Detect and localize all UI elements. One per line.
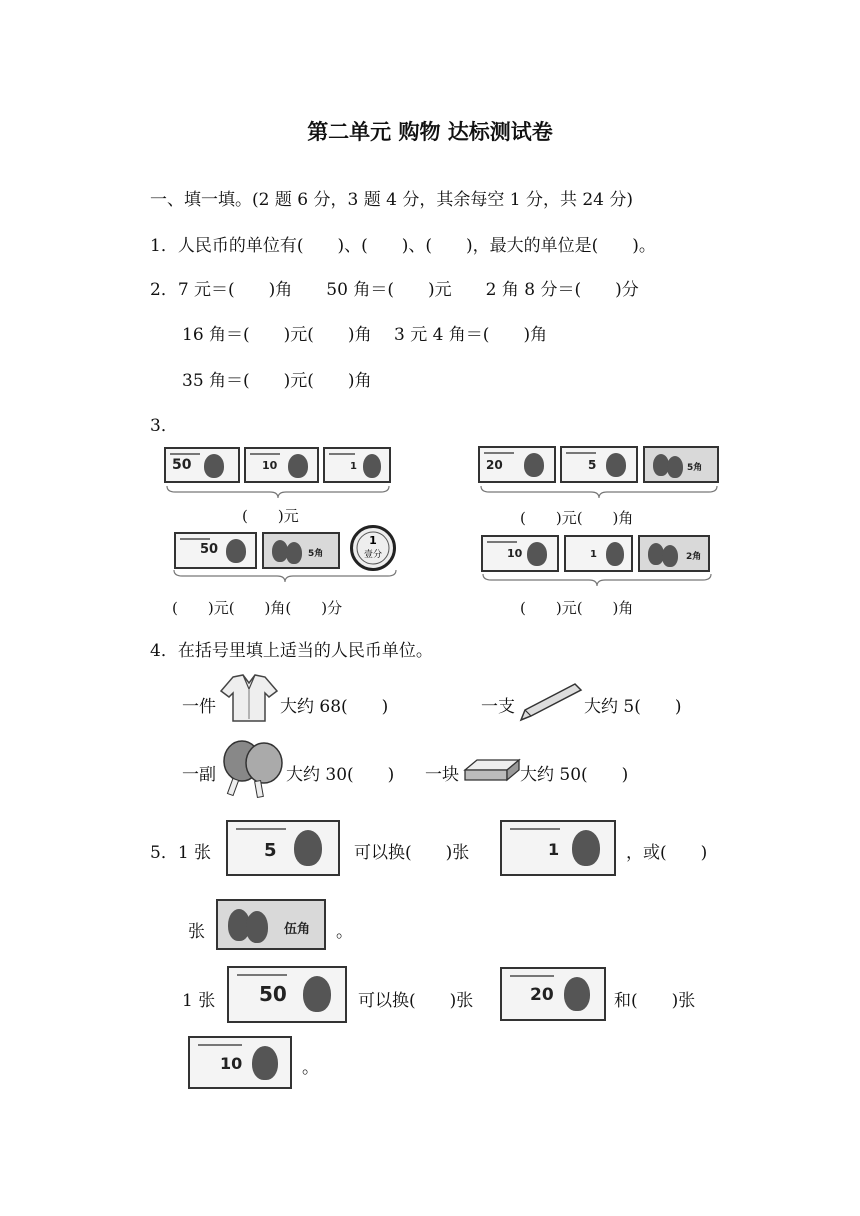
q4-item-1-suffix: 大约 68( ) (280, 697, 389, 717)
banknote-10-yuan: 10 (188, 1036, 292, 1089)
answer-group-a: ( )元 (242, 507, 299, 525)
q5-a-mid: 可以换( )张 (354, 843, 470, 863)
q4-item-3-suffix: 大约 30( ) (286, 765, 395, 785)
banknote-20-yuan: 20 (500, 967, 606, 1021)
banknote-10-yuan: 10 (481, 535, 559, 572)
pencil-icon (519, 682, 583, 722)
q4-item-3-prefix: 一副 (182, 765, 216, 785)
brace-group-c (172, 568, 398, 584)
banknote-5-jiao: 伍角 (216, 899, 326, 950)
answer-group-d: ( )元( )角 (520, 599, 634, 617)
banknote-5-jiao: 5角 (643, 446, 719, 483)
ping-pong-paddles-icon (220, 737, 286, 799)
answer-group-b: ( )元( )角 (520, 509, 634, 527)
question-4-heading: 4．在括号里填上适当的人民币单位。 (150, 641, 433, 661)
q5-b-and: 和( )张 (614, 991, 696, 1011)
banknote-2-jiao: 2角 (638, 535, 710, 572)
brace-group-a (165, 484, 391, 500)
q4-item-4-suffix: 大约 50( ) (520, 765, 629, 785)
shirt-icon (219, 673, 279, 725)
banknote-5-yuan: 5 (560, 446, 638, 483)
banknote-1-yuan: 1 (323, 447, 391, 483)
banknote-5-jiao: 5角 (262, 532, 340, 569)
banknote-1-yuan: 1 (500, 820, 616, 876)
q4-item-1-prefix: 一件 (182, 697, 216, 717)
svg-text:1: 1 (369, 534, 377, 547)
brace-group-d (481, 572, 713, 588)
question-2-line-1: 2．7 元＝( )角 50 角＝( )元 2 角 8 分＝( )分 (150, 280, 639, 300)
q5-b-end: 。 (302, 1058, 319, 1078)
svg-text:壹分: 壹分 (363, 550, 383, 560)
banknote-50-yuan: 50 (227, 966, 347, 1023)
brace-group-b (479, 484, 719, 500)
q4-item-2-suffix: 大约 5( ) (584, 697, 682, 717)
coin-1-fen (350, 525, 396, 571)
question-3-number: 3． (150, 416, 178, 436)
q5-a-tail: ，或( ) (626, 843, 708, 863)
q5-a-prefix: 5．1 张 (150, 843, 212, 863)
banknote-5-yuan: 5 (226, 820, 340, 876)
q5-b-mid: 可以换( )张 (358, 991, 474, 1011)
q4-item-2-prefix: 一支 (481, 697, 515, 717)
banknote-20-yuan: 20 (478, 446, 556, 483)
page-title: 第二单元 购物 达标测试卷 (307, 120, 553, 144)
q5-a-line2: 张 (188, 922, 205, 942)
question-1: 1．人民币的单位有( )、( )、( )，最大的单位是( )。 (150, 236, 656, 256)
banknote-10-yuan: 10 (244, 447, 319, 483)
q4-item-4-prefix: 一块 (425, 765, 459, 785)
q5-a-end: 。 (336, 922, 353, 942)
banknote-1-yuan: 1 (564, 535, 633, 572)
section-heading: 一、填一填。(2 题 6 分，3 题 4 分，其余每空 1 分，共 24 分) (150, 190, 634, 210)
answer-group-c: ( )元( )角( )分 (172, 599, 343, 617)
question-2-line-3: 35 角＝( )元( )角 (182, 371, 372, 391)
banknote-50-yuan: 50 (164, 447, 240, 483)
q5-b-prefix: 1 张 (182, 991, 216, 1011)
eraser-icon (463, 756, 521, 784)
question-2-line-2: 16 角＝( )元( )角 3 元 4 角＝( )角 (182, 325, 548, 345)
banknote-50-yuan: 50 (174, 532, 257, 569)
